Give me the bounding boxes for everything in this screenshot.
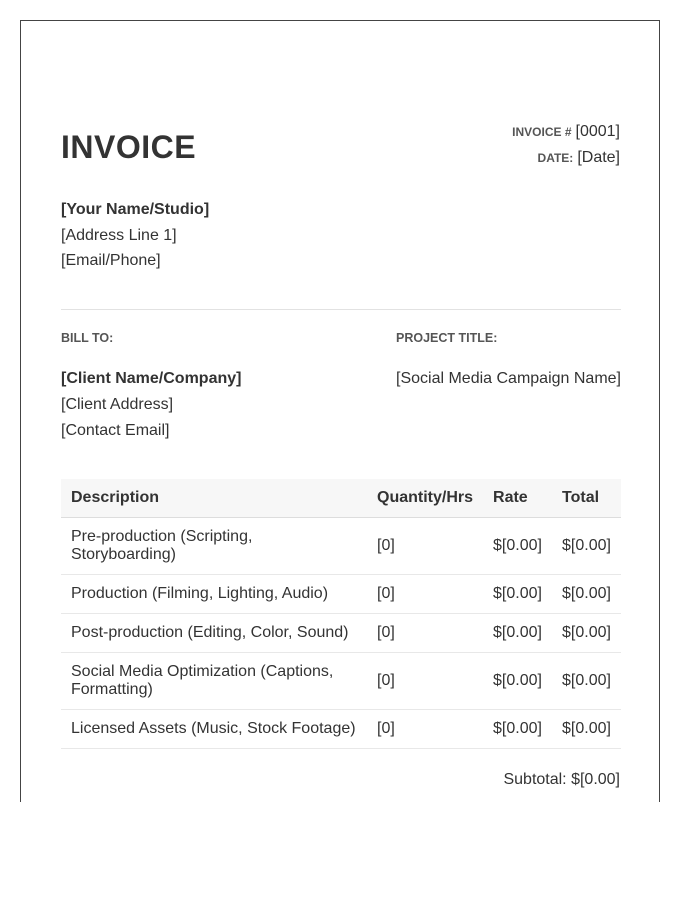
row-quantity: [0] [367, 575, 483, 614]
row-total: $[0.00] [552, 653, 621, 710]
invoice-date-row [512, 145, 620, 171]
row-description: Pre-production (Scripting, Storyboarding) [61, 518, 367, 575]
client-name: [Client Name/Company] [61, 370, 242, 387]
subtotal: Subtotal: $[0.00] [503, 771, 620, 788]
table-row [61, 710, 621, 749]
row-rate: $[0.00] [483, 518, 552, 575]
row-rate: $[0.00] [483, 710, 552, 749]
invoice-meta [512, 119, 620, 171]
row-total: $[0.00] [552, 575, 621, 614]
row-description: Licensed Assets (Music, Stock Footage) [61, 710, 367, 749]
bill-to-block [61, 366, 241, 444]
row-total: $[0.00] [552, 518, 621, 575]
table-row [61, 518, 621, 575]
row-rate: $[0.00] [483, 575, 552, 614]
header-description: Description [61, 479, 367, 518]
invoice-date-value: [Date] [577, 149, 620, 166]
header-quantity: Quantity/Hrs [367, 479, 483, 518]
row-quantity: [0] [367, 710, 483, 749]
table-header-row [61, 479, 621, 518]
row-rate: $[0.00] [483, 614, 552, 653]
sender-block [61, 197, 209, 274]
table-row [61, 653, 621, 710]
row-quantity: [0] [367, 518, 483, 575]
row-description: Post-production (Editing, Color, Sound) [61, 614, 367, 653]
project-title-value: [Social Media Campaign Name] [396, 370, 621, 387]
row-description: Social Media Optimization (Captions, Formatting) [61, 653, 367, 710]
header-total: Total [552, 479, 621, 518]
row-quantity: [0] [367, 614, 483, 653]
client-address: [Client Address] [61, 396, 174, 413]
row-total: $[0.00] [552, 710, 621, 749]
line-items-table [61, 479, 621, 749]
header-rate: Rate [483, 479, 552, 518]
invoice-page [20, 20, 660, 802]
bill-to-label: BILL TO: [61, 331, 114, 345]
table-row [61, 575, 621, 614]
sender-name: [Your Name/Studio] [61, 201, 210, 218]
row-description: Production (Filming, Lighting, Audio) [61, 575, 367, 614]
sender-contact: [Email/Phone] [61, 252, 161, 269]
section-divider [61, 309, 621, 310]
invoice-number-value: [0001] [575, 123, 620, 140]
sender-address: [Address Line 1] [61, 226, 177, 244]
invoice-number-row [512, 119, 620, 145]
row-total: $[0.00] [552, 614, 621, 653]
invoice-title: INVOICE [61, 129, 197, 165]
table-row [61, 614, 621, 653]
project-title-label: PROJECT TITLE: [396, 331, 498, 345]
invoice-date-label: DATE: [537, 151, 574, 165]
invoice-number-label: INVOICE # [512, 125, 572, 139]
client-email: [Contact Email] [61, 422, 170, 439]
row-quantity: [0] [367, 653, 483, 710]
row-rate: $[0.00] [483, 653, 552, 710]
